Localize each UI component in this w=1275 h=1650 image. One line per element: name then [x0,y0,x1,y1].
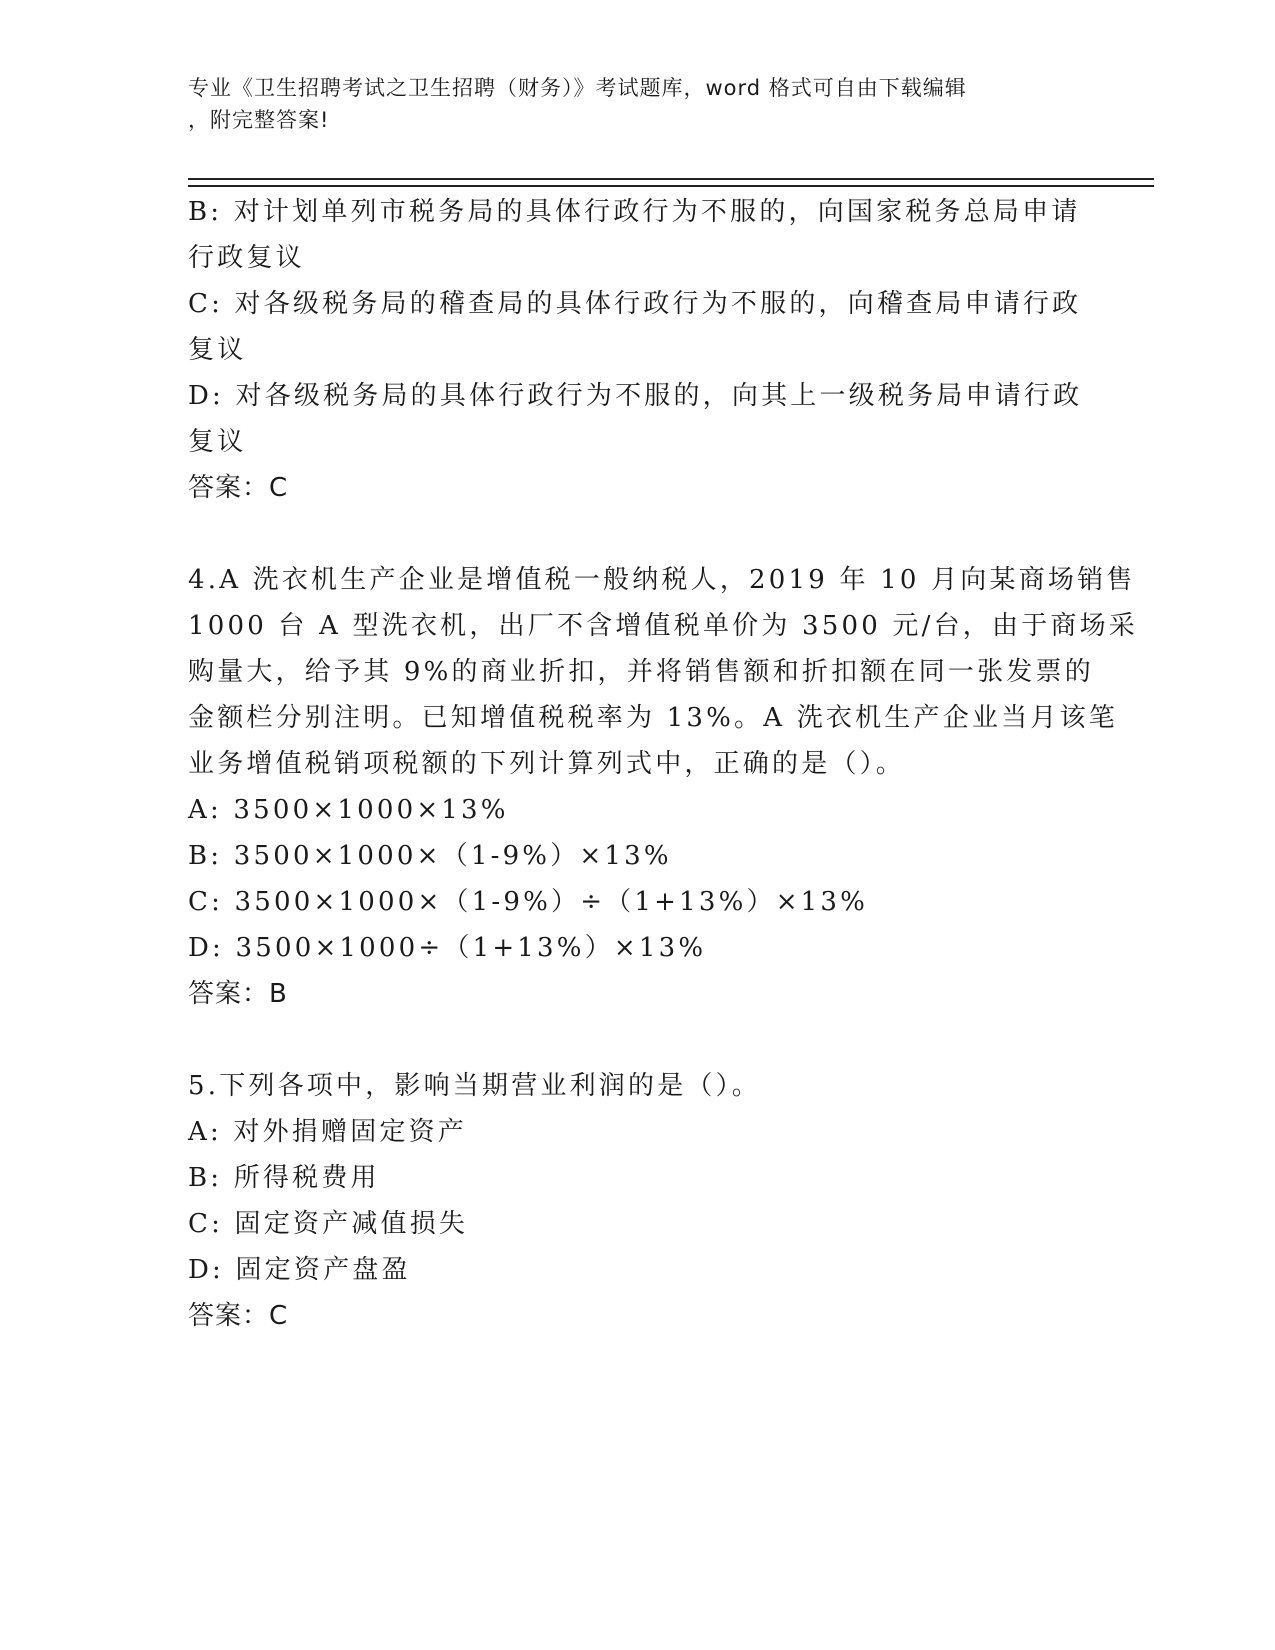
option-b-line-2: 行政复议 [188,243,305,273]
option-b: B: 所得税费用 [188,1163,380,1193]
spacer [188,511,1088,557]
question-4 [188,557,1138,1017]
question-stem: 5.下列各项中，影响当期营业利润的是（）。 [188,1071,762,1101]
option-a: A: 3500×1000×13% [188,795,509,825]
question-3-continued [188,189,1088,511]
option-d: D: 3500×1000÷（1+13%）×13% [188,933,707,963]
question-stem-line-5: 业务增值税销项税额的下列计算列式中，正确的是（）。 [188,749,906,779]
answer-line: 答案：C [188,473,289,503]
option-c: C: 3500×1000×（1-9%）÷（1+13%）×13% [188,887,869,917]
document-body [188,189,1138,1339]
question-5 [188,1063,1088,1339]
header-line-1: 专业《卫生招聘考试之卫生招聘（财务）》考试题库，word 格式可自由下载编辑 [188,76,967,100]
option-b-line-1: B: 对计划单列市税务局的具体行政行为不服的，向国家税务总局申请 [188,197,1081,227]
option-b: B: 3500×1000×（1-9%）×13% [188,841,672,871]
question-stem-line-4: 金额栏分别注明。已知增值税税率为 13%。A 洗衣机生产企业当月该笔 [188,703,1118,733]
option-c-line-1: C: 对各级税务局的稽查局的具体行政行为不服的，向稽查局申请行政 [188,289,1082,319]
question-stem-line-3: 购量大，给予其 9%的商业折扣，并将销售额和折扣额在同一张发票的 [188,657,1094,687]
question-stem-line-1: 4.A 洗衣机生产企业是增值税一般纳税人，2019 年 10 月向某商场销售 [188,565,1136,595]
option-c: C: 固定资产减值损失 [188,1209,469,1239]
option-c-line-2: 复议 [188,335,247,365]
header-rule-bottom [188,185,1154,187]
answer-line: 答案：C [188,1301,289,1331]
option-a: A: 对外捐赠固定资产 [188,1117,468,1147]
option-d-line-1: D: 对各级税务局的具体行政行为不服的，向其上一级税务局申请行政 [188,381,1083,411]
option-d: D: 固定资产盘盈 [188,1255,411,1285]
answer-line: 答案：B [188,979,288,1009]
header-line-2: ，附完整答案! [188,108,330,132]
spacer [188,1017,1088,1063]
header-rule-top [188,178,1154,180]
document-header [188,72,1068,136]
option-d-line-2: 复议 [188,427,247,457]
question-stem-line-2: 1000 台 A 型洗衣机，出厂不含增值税单价为 3500 元/台，由于商场采 [188,611,1138,641]
